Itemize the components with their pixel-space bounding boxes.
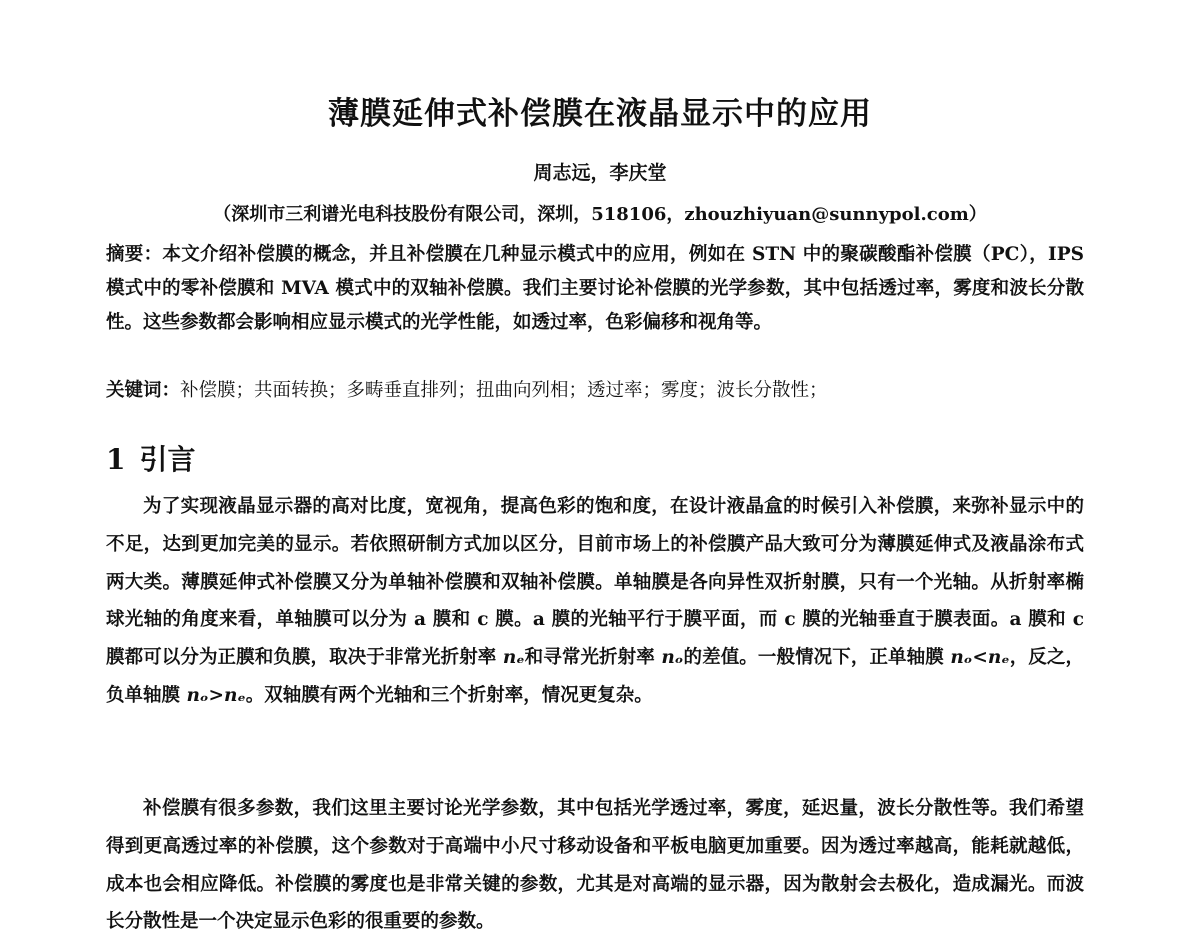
- para1-part-b: 和寻常光折射率: [524, 647, 662, 669]
- abstract-text: 本文介绍补偿膜的概念，并且补偿膜在几种显示模式中的应用，例如在 STN 中的聚碳酸酯补偿膜（PC），IPS 模式中的零补偿膜和 MVA 模式中的双轴补偿膜。我们主要讨论补偿膜的光学参数，其中包括透过率，雾度和波长分散性。这些参数都会影响相应显示模式的光学性能，如透过率，色彩偏移和视角等。: [106, 244, 1084, 333]
- symbol-ne: nₑ: [502, 647, 525, 669]
- section-number: 1: [106, 443, 126, 476]
- body-paragraph-1: [106, 488, 1084, 715]
- para1-part-a: 为了实现液晶显示器的高对比度，宽视角，提高色彩的饱和度，在设计液晶盒的时候引入补偿膜，来弥补显示中的不足，达到更加完美的显示。若依照研制方式加以区分，目前市场上的补偿膜产品大致可分为薄膜延伸式及液晶涂布式两大类。薄膜延伸式补偿膜又分为单轴补偿膜和双轴补偿膜。单轴膜是各向异性双折射膜，只有一个光轴。从折射率椭球光轴的角度来看，单轴膜可以分为 a 膜和 c 膜。a 膜的光轴平行于膜平面，而 c 膜的光轴垂直于膜表面。a 膜和 c 膜都可以分为正膜和负膜，取决于非常光折射率: [106, 496, 1084, 669]
- affiliation: （深圳市三利谱光电科技股份有限公司，深圳，518106，zhouzhiyuan@sunnypol.com）: [213, 204, 987, 225]
- section-heading: [106, 438, 196, 478]
- keywords: [106, 375, 1084, 407]
- body-paragraph-2: 补偿膜有很多参数，我们这里主要讨论光学参数，其中包括光学透过率，雾度，延迟量，波长分散性等。我们希望得到更高透过率的补偿膜，这个参数对于高端中小尺寸移动设备和平板电脑更加重要。因为透过率越高，能耗就越低，成本也会相应降低。补偿膜的雾度也是非常关键的参数，尤其是对高端的显示器，因为散射会去极化，造成漏光。而波长分散性是一个决定显示色彩的很重要的参数。: [106, 798, 1084, 933]
- paper-title: 薄膜延伸式补偿膜在液晶显示中的应用: [328, 96, 872, 132]
- author-list: 周志远，李庆堂: [533, 162, 667, 184]
- abstract: [106, 238, 1084, 340]
- keywords-text: 补偿膜；共面转换；多畴垂直排列；扭曲向列相；透过率；雾度；波长分散性；: [180, 380, 828, 401]
- keywords-label: 关键词：: [106, 380, 181, 401]
- para1-part-e: 。双轴膜有两个光轴和三个折射率，情况更复杂。: [245, 684, 653, 706]
- symbol-no: nₒ: [661, 647, 684, 669]
- para1-part-d: ，反之，负单轴膜: [106, 647, 1084, 706]
- inequality-positive: nₒ<nₑ: [950, 647, 1010, 669]
- inequality-negative: nₒ>nₑ: [186, 684, 246, 706]
- section-title: 引言: [139, 443, 196, 476]
- abstract-label: 摘要：: [106, 244, 163, 265]
- para1-part-c: 的差值。一般情况下，正单轴膜: [683, 647, 951, 669]
